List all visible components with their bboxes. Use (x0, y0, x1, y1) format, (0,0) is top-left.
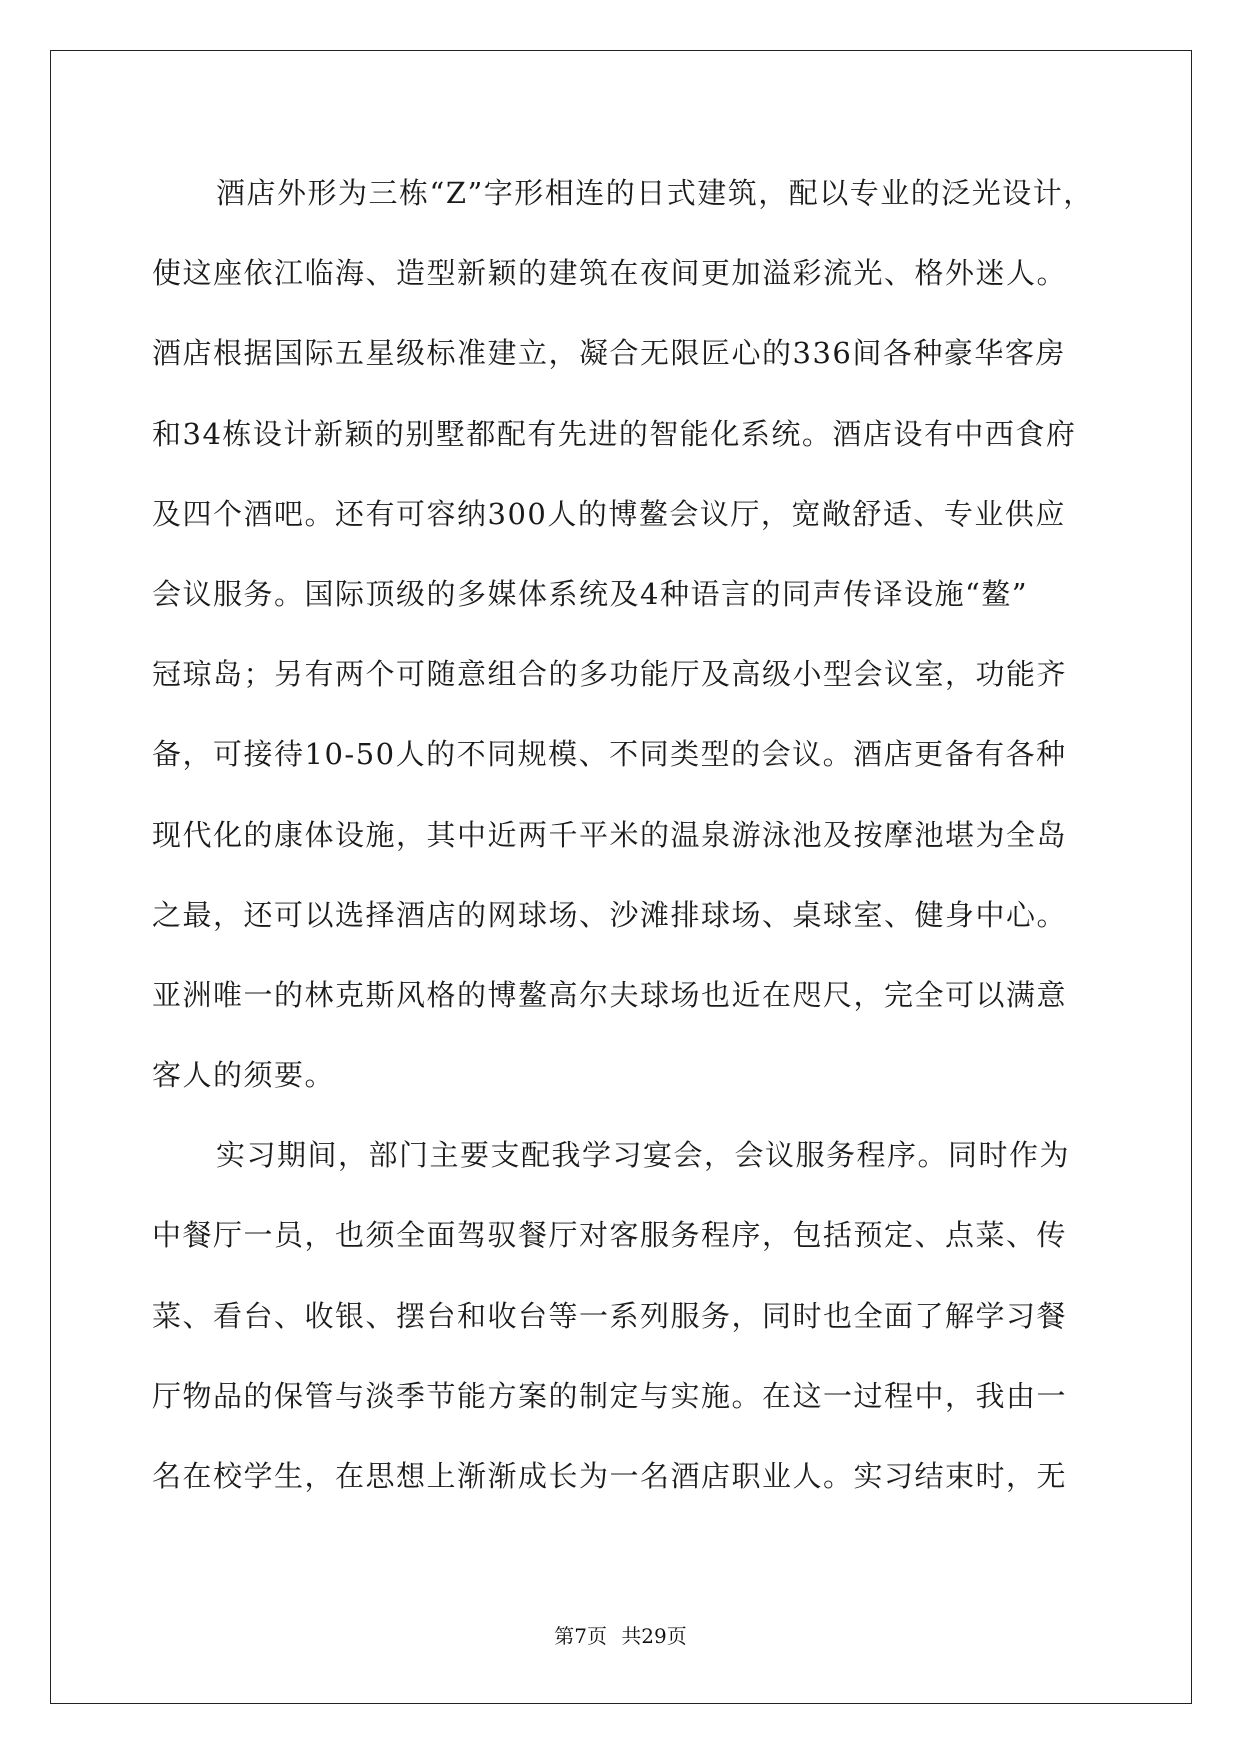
text-line-5: 及四个酒吧。还有可容纳300人的博鳌会议厅，宽敞舒适、专业供应 (152, 496, 1066, 531)
page-total: 共29页 (621, 1624, 687, 1648)
text-line-10: 之最，还可以选择酒店的网球场、沙滩排球场、桌球室、健身中心。 (152, 897, 1068, 932)
text-line-3: 酒店根据国际五星级标准建立，凝合无限匠心的336间各种豪华客房 (152, 336, 1066, 371)
page-number: 第7页 (554, 1624, 607, 1648)
text-line-13: 实习期间，部门主要支配我学习宴会，会议服务程序。同时作为 (216, 1138, 1071, 1173)
text-line-8: 备，可接待10-50人的不同规模、不同类型的会议。酒店更备有各种 (152, 737, 1067, 772)
text-line-15: 菜、看台、收银、摆台和收台等一系列服务，同时也全面了解学习餐 (152, 1298, 1068, 1333)
text-line-2: 使这座依江临海、造型新颖的建筑在夜间更加溢彩流光、格外迷人。 (152, 256, 1068, 291)
text-line-9: 现代化的康体设施，其中近两千平米的温泉游泳池及按摩池堪为全岛 (152, 817, 1068, 852)
text-line-11: 亚洲唯一的林克斯风格的博鳌高尔夫球场也近在咫尺，完全可以满意 (152, 977, 1068, 1012)
document-body (152, 163, 1094, 1526)
text-line-12: 客人的须要。 (152, 1058, 336, 1093)
text-line-1: 酒店外形为三栋“Z”字形相连的日式建筑，配以专业的泛光设计， (216, 176, 1094, 210)
text-line-16: 厅物品的保管与淡季节能方案的制定与实施。在这一过程中，我由一 (152, 1378, 1068, 1413)
text-line-6: 会议服务。国际顶级的多媒体系统及4种语言的同声传译设施“鳌” (152, 576, 1029, 611)
page-footer (0, 1620, 1241, 1649)
text-line-4: 和34栋设计新颖的别墅都配有先进的智能化系统。酒店设有中西食府 (152, 416, 1077, 451)
text-line-17: 名在校学生，在思想上渐渐成长为一名酒店职业人。实习结束时，无 (152, 1459, 1068, 1493)
text-line-14: 中餐厅一员，也须全面驾驭餐厅对客服务程序，包括预定、点菜、传 (152, 1218, 1068, 1253)
text-line-7: 冠琼岛；另有两个可随意组合的多功能厅及高级小型会议室，功能齐 (152, 657, 1068, 692)
